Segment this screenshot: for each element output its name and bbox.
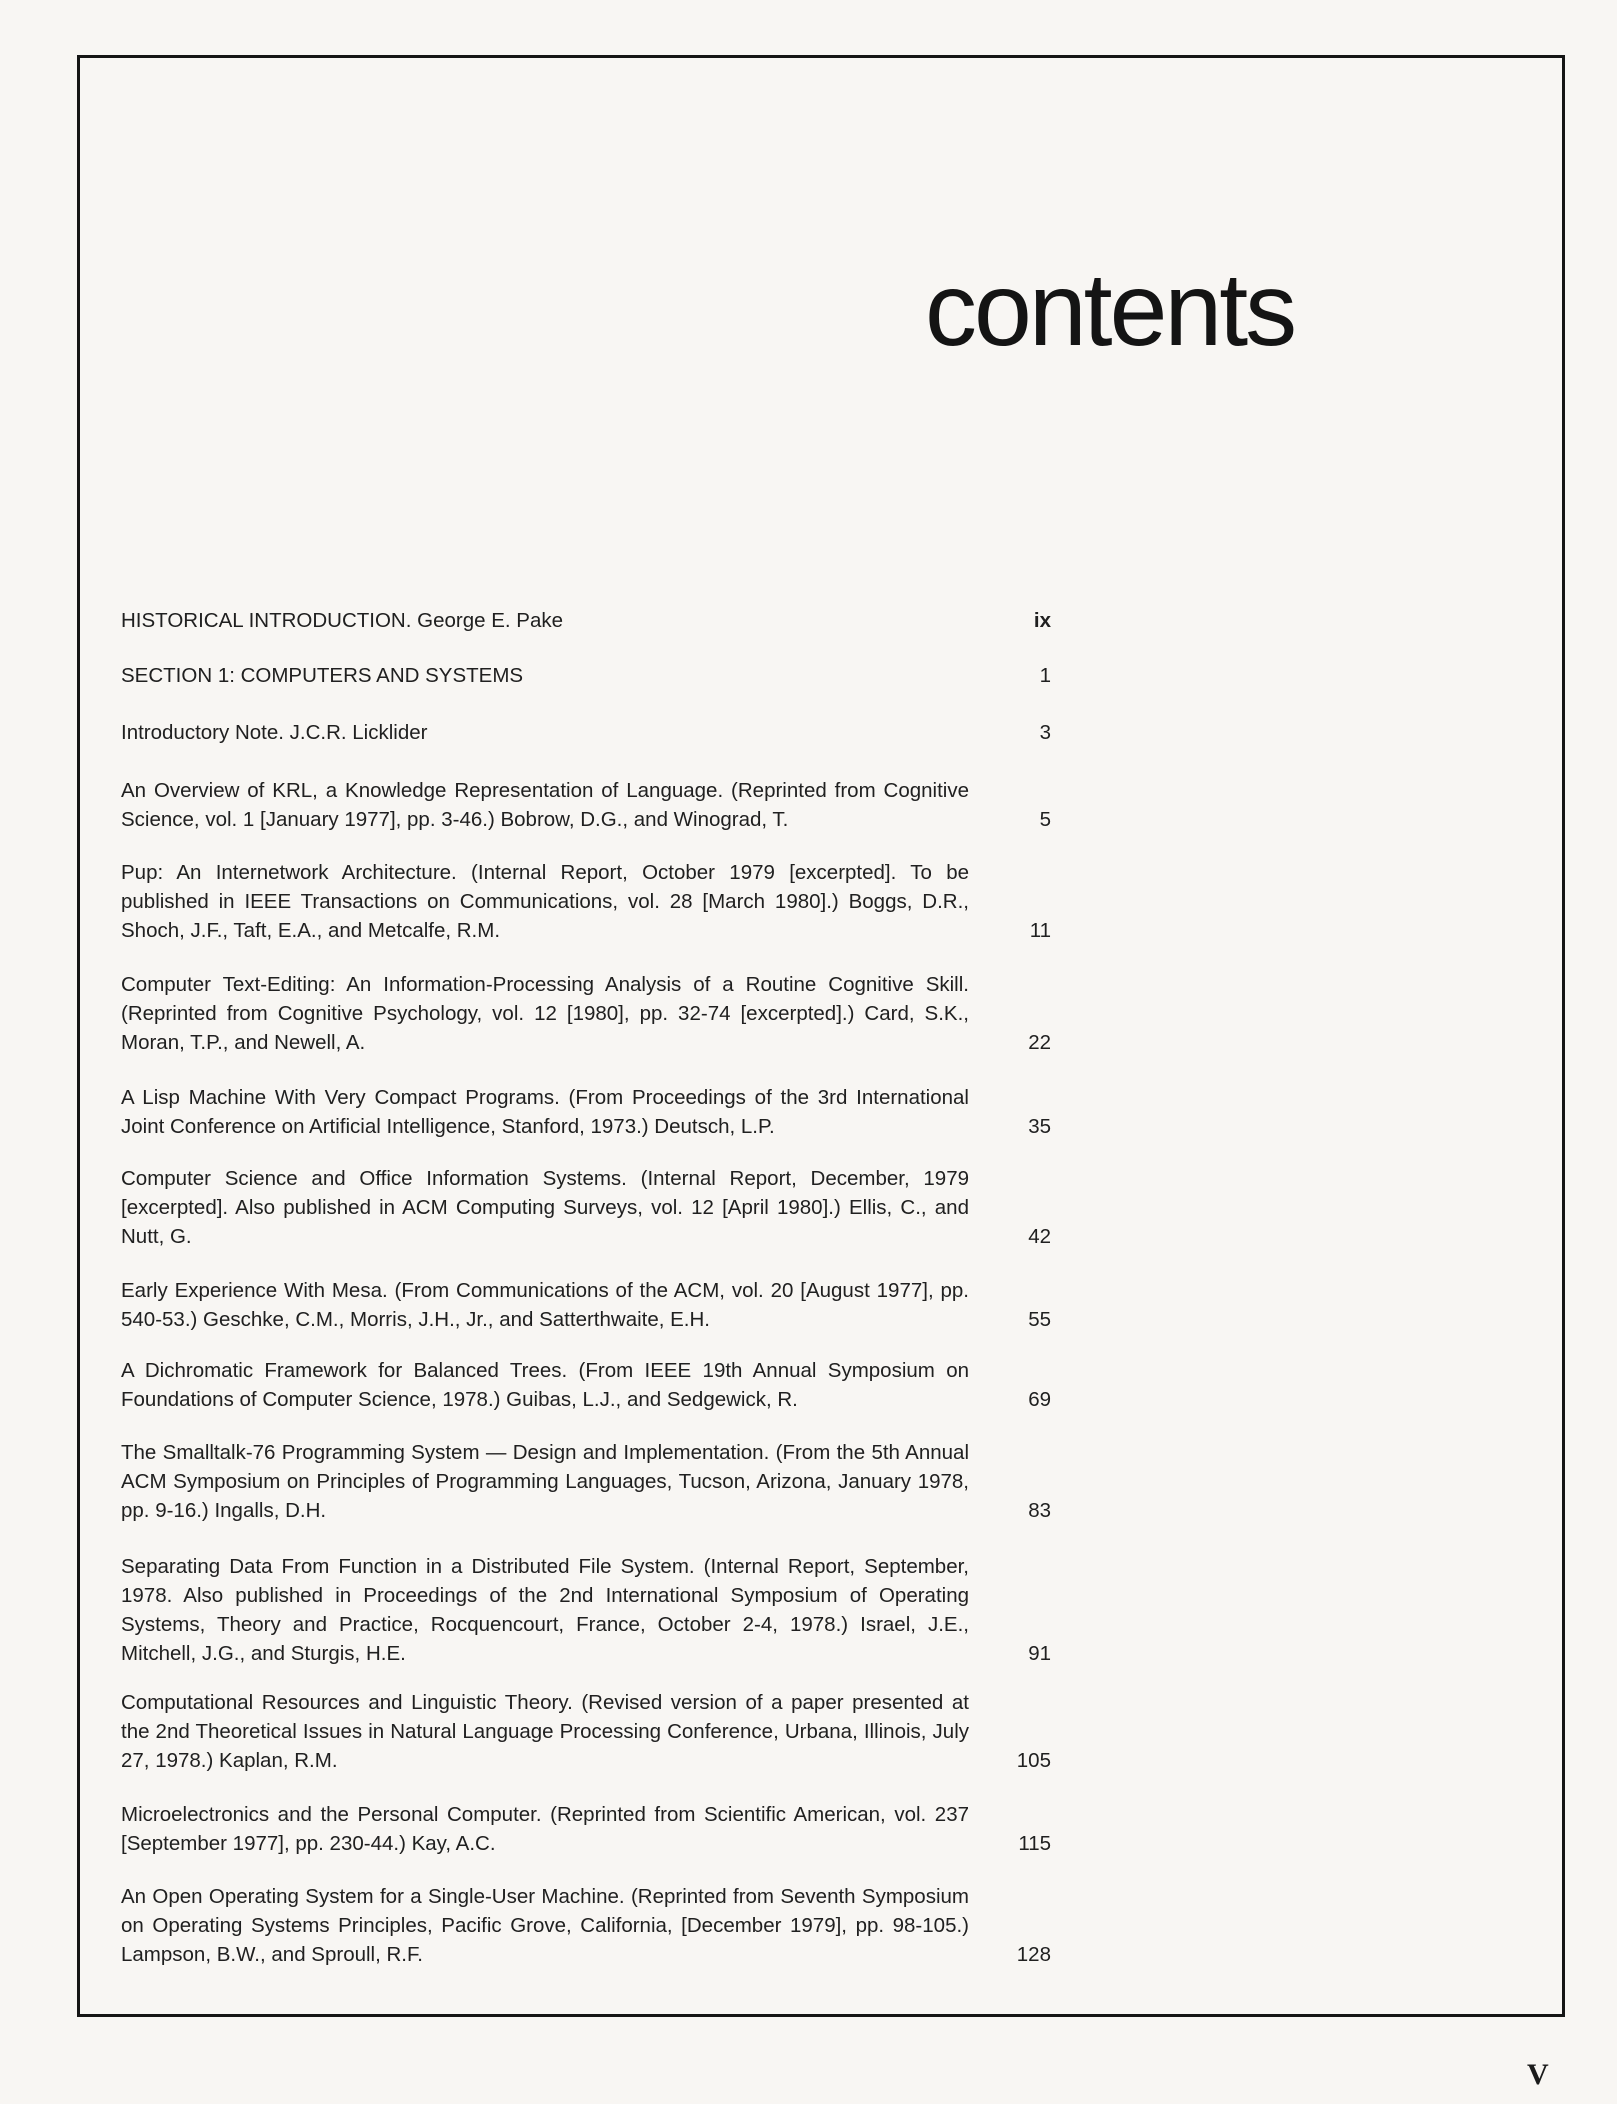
- toc-entry: [121, 1882, 1051, 1969]
- toc-entry-page: ix: [1033, 609, 1051, 632]
- toc-entry: [121, 661, 1051, 690]
- toc-entry: [121, 970, 1051, 1057]
- toc-entry-text: Microelectronics and the Personal Computer. (Reprinted from Scientific American, vol. 237 [September 1977], pp. 230-44.) Kay, A.C.: [121, 1803, 969, 1855]
- toc-entry-text: An Overview of KRL, a Knowledge Representation of Language. (Reprinted from Cognitive Science, vol. 1 [January 1977], pp. 3-46.) Bobrow, D.G., and Winograd, T.: [121, 779, 969, 831]
- toc-entry-page: 69: [1028, 1388, 1051, 1411]
- toc-entry: [121, 1552, 1051, 1668]
- toc-entry-text: SECTION 1: COMPUTERS AND SYSTEMS: [121, 664, 524, 687]
- toc-entry-page: 35: [1028, 1115, 1051, 1138]
- toc-entry-text: Computational Resources and Linguistic Theory. (Revised version of a paper presented at the 2nd Theoretical Issues in Natural Language Processing Conference, Urbana, Illinois, July 27, 1978.) Kaplan, R.M.: [121, 1691, 969, 1772]
- toc-entry-text: Computer Text-Editing: An Information-Processing Analysis of a Routine Cognitive Skill. (Reprinted from Cognitive Psychology, vol. 12 [1980], pp. 32-74 [excerpted].) Card, S.K., Moran, T.P., and Newell, A.: [121, 973, 969, 1054]
- bleed-through-texture: [1060, 590, 1540, 1980]
- toc-entry-text: An Open Operating System for a Single-User Machine. (Reprinted from Seventh Symposium on Operating Systems Principles, Pacific Grove, California, [December 1979], pp. 98-105.) Lampson, B.W., and Sproull, R.F.: [121, 1885, 969, 1966]
- toc-entry-text: Separating Data From Function in a Distributed File System. (Internal Report, September, 1978. Also published in Proceedings of the 2nd International Symposium of Operating Systems, Theory and Practice, Rocquencourt, France, October 2-4, 1978.) Israel, J.E., Mitchell, J.G., and Sturgis, H.E.: [121, 1555, 969, 1665]
- toc-entry-page: 83: [1028, 1499, 1051, 1522]
- toc-entry-page: 42: [1028, 1225, 1051, 1248]
- toc-entry: [121, 1688, 1051, 1775]
- toc-entry-page: 3: [1039, 721, 1051, 744]
- toc-entry-page: 1: [1039, 664, 1051, 687]
- toc-entry-page: 5: [1039, 808, 1051, 831]
- toc-entry-text: Early Experience With Mesa. (From Communications of the ACM, vol. 20 [August 1977], pp. 540-53.) Geschke, C.M., Morris, J.H., Jr., and Satterthwaite, E.H.: [121, 1279, 969, 1331]
- toc-entry: [121, 606, 1051, 635]
- page-title: contents: [925, 252, 1295, 368]
- toc-entry-page: 11: [1029, 919, 1051, 942]
- toc-entry-page: 91: [1028, 1642, 1051, 1665]
- toc-entry: [121, 1083, 1051, 1141]
- toc-entry-page: 22: [1028, 1031, 1051, 1054]
- toc-entry: [121, 1276, 1051, 1334]
- toc-entry: [121, 1164, 1051, 1251]
- toc-entry: [121, 718, 1051, 747]
- folio-page-number: V: [1527, 2058, 1549, 2091]
- toc-entry-text: Pup: An Internetwork Architecture. (Internal Report, October 1979 [excerpted]. To be published in IEEE Transactions on Communications, vol. 28 [March 1980].) Boggs, D.R., Shoch, J.F., Taft, E.A., and Metcalfe, R.M.: [121, 861, 969, 942]
- toc-entry-text: Computer Science and Office Information Systems. (Internal Report, December, 1979 [excerpted]. Also published in ACM Computing Surveys, vol. 12 [April 1980].) Ellis, C., and Nutt, G.: [121, 1167, 969, 1248]
- toc-entry-page: 115: [1018, 1832, 1051, 1855]
- toc-entry-page: 55: [1028, 1308, 1051, 1331]
- toc-entry: [121, 1800, 1051, 1858]
- toc-entry: [121, 1356, 1051, 1414]
- toc-entry-page: 128: [1016, 1943, 1051, 1966]
- toc-entry-text: A Lisp Machine With Very Compact Programs. (From Proceedings of the 3rd International Joint Conference on Artificial Intelligence, Stanford, 1973.) Deutsch, L.P.: [121, 1086, 969, 1138]
- toc-entry-text: A Dichromatic Framework for Balanced Trees. (From IEEE 19th Annual Symposium on Foundations of Computer Science, 1978.) Guibas, L.J., and Sedgewick, R.: [121, 1359, 969, 1411]
- toc-entry-page: 105: [1016, 1749, 1051, 1772]
- toc-entry-text: HISTORICAL INTRODUCTION. George E. Pake: [121, 609, 563, 632]
- toc-entry: [121, 776, 1051, 834]
- toc-entry-text: Introductory Note. J.C.R. Licklider: [121, 721, 428, 744]
- toc-entry: [121, 1438, 1051, 1525]
- toc-entry: [121, 858, 1051, 945]
- toc-entry-text: The Smalltalk-76 Programming System — Design and Implementation. (From the 5th Annual ACM Symposium on Principles of Programming Languages, Tucson, Arizona, January 1978, pp. 9-16.) Ingalls, D.H.: [121, 1441, 969, 1522]
